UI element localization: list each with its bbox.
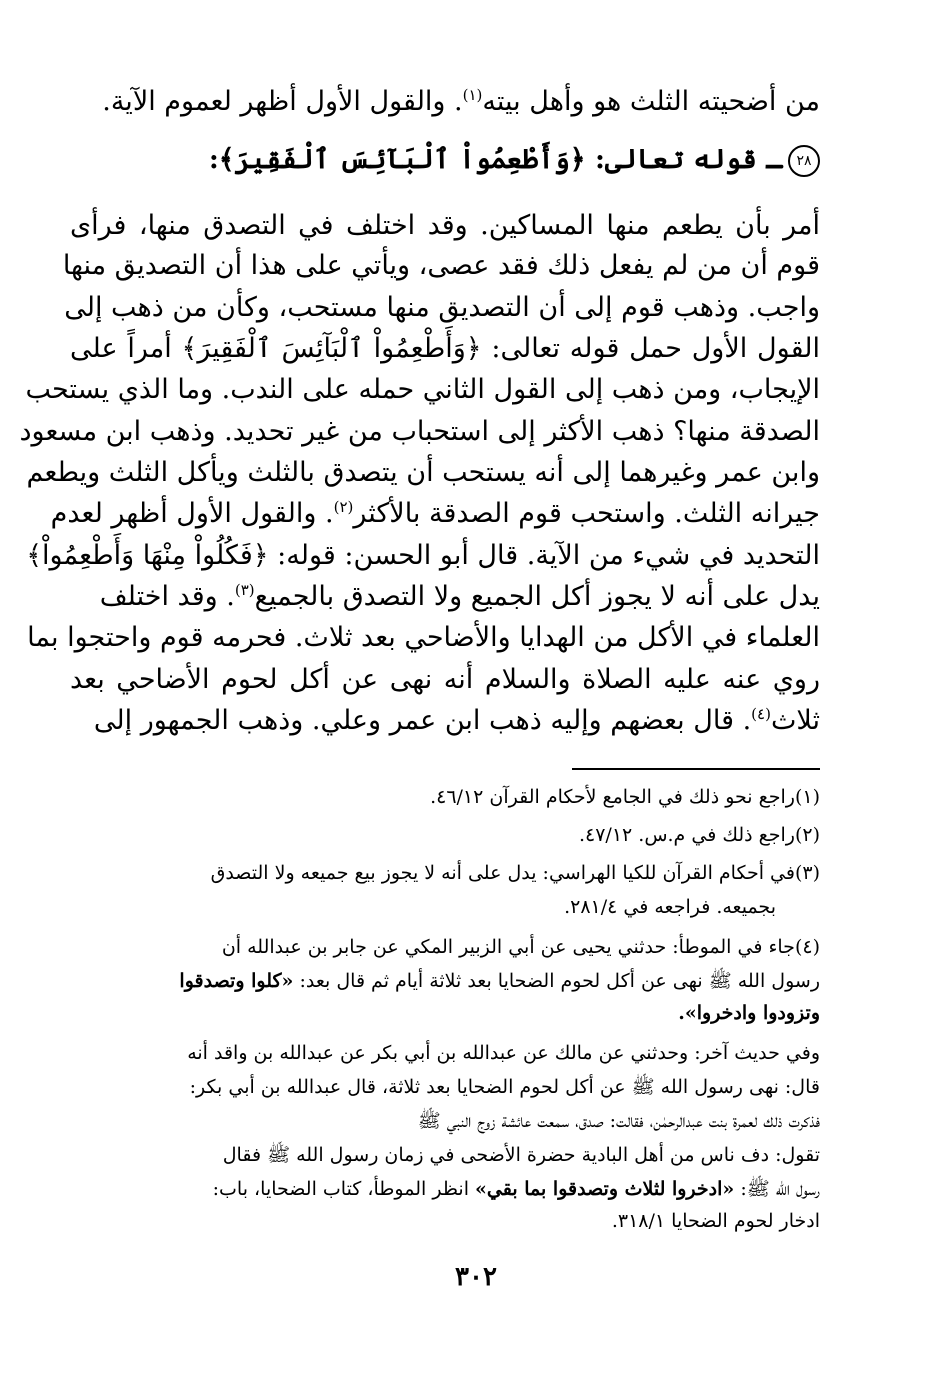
footnote-2: [70, 820, 820, 850]
body-line: [70, 701, 820, 741]
body-text: . قال بعضهم وإليه ذهب ابن عمر وعلي. وذهب الجمهور إلى: [93, 705, 752, 736]
body-line: التحديد في شيء من الآية. قال أبو الحسن: قوله: ﴿فَكُلُواْ مِنْهَا وَأَطْعِمُواْ﴾: [26, 540, 820, 571]
footnote-4: [70, 932, 820, 962]
footnote-4-line: قال: نهى رسول الله ﷺ عن أكل لحوم الضحايا بعد ثلاثة، قال عبدالله بن أبي بكر:: [189, 1076, 820, 1098]
verse-heading: [70, 140, 820, 180]
footnote-ref-1[interactable]: (١): [462, 86, 483, 104]
body-line: الإيجاب، ومن ذهب إلى القول الثاني حمله على الندب. وما الذي يستحب: [25, 374, 820, 405]
body-text: جيرانه الثلث. واستحب قوم الصدقة بالأكثر: [353, 498, 820, 529]
footnote-text: جاء في الموطأ: حدثني يحيى عن أبي الزبير المكي عن جابر بن عبدالله أن: [221, 936, 795, 958]
footnote-4-line: ادخار لحوم الضحايا ٣١٨/١.: [611, 1210, 820, 1232]
footnote-number: (١): [794, 786, 820, 808]
body-text: من أضحيته الثلث هو وأهل بيته: [482, 86, 820, 117]
hadith-quote: «كلوا وتصدقوا: [179, 970, 294, 992]
body-text: ثلاث: [770, 705, 820, 736]
verse-heading-text: ـ قوله تعالى: ﴿وَأَطْعِمُواْ ٱلْبَآئِسَ ٱلْفَقِيرَ﴾:: [208, 144, 782, 175]
footnote-4-line: وفي حديث آخر: وحدثني عن مالك عن عبدالله بن أبي بكر عن عبدالله بن واقد أنه: [187, 1042, 820, 1064]
body-text: . والقول الأول أظهر لعموم الآية.: [102, 86, 463, 117]
footnote-3-continued: بجميعه. فراجعه في ٢٨١/٤.: [564, 896, 776, 918]
body-line: روي عنه عليه الصلاة والسلام أنه نهى عن أكل لحوم الأضاحي بعد: [70, 664, 820, 695]
footnote-3: [70, 858, 820, 888]
hadith-quote: «ادخروا لثلاث وتصدقوا بما بقي»: [475, 1178, 735, 1200]
verse-number-badge: ٢٨: [788, 145, 820, 177]
body-line: قوم أن من لم يفعل ذلك فقد عصى، ويأتي على هذا أن التصديق منها: [62, 250, 820, 281]
footnote-text: انظر الموطأ، كتاب الضحايا، باب:: [212, 1178, 476, 1200]
body-line: الصدقة منها؟ ذهب الأكثر إلى استحباب من غير تحديد. وذهب ابن مسعود: [19, 416, 820, 447]
body-line-1: [70, 82, 820, 122]
footnote-text: رسول الله ﷺ:: [734, 1178, 820, 1200]
footnote-4-line: [70, 966, 820, 996]
footnote-number: (٢): [794, 824, 820, 846]
body-line: [50, 494, 820, 534]
body-line: أمر بأن يطعم منها المساكين. وقد اختلف في التصدق منها، فرأى: [70, 210, 820, 241]
body-line: القول الأول حمل قوله تعالى: ﴿وَأَطْعِمُواْ ٱلْبَآئِسَ ٱلْفَقِيرَ﴾ أمراً على: [70, 333, 820, 364]
footnote-text: في أحكام القرآن للكيا الهراسي: يدل على أنه لا يجوز بيع جميعه ولا التصدق: [210, 862, 795, 884]
body-line: واجب. وذهب قوم إلى أن التصديق منها مستحب، وكأن من ذهب إلى: [64, 292, 820, 323]
hadith-quote: وتزودوا وادخروا».: [678, 1002, 820, 1024]
footnote-text: رسول الله ﷺ نهى عن أكل لحوم الضحايا بعد ثلاثة أيام ثم قال بعد:: [293, 970, 820, 992]
footnote-ref-4[interactable]: (٤): [751, 705, 771, 723]
footnote-number: (٣): [794, 862, 820, 884]
footnote-4-line: [70, 1174, 820, 1204]
footnote-4-line: فذكرت ذلك لعمرة بنت عبدالرحمٰن، فقالت: صدق، سمعت عائشة زوج النبي ﷺ: [417, 1110, 820, 1132]
body-text: . وقد اختلف: [99, 581, 235, 612]
body-text: يدل على أنه لا يجوز أكل الجميع ولا التصدق بالجميع: [254, 581, 820, 612]
body-line: وابن عمر وغيرهما إلى أنه يستحب أن يتصدق بالثلث ويأكل الثلث ويطعم: [26, 457, 820, 488]
body-line: العلماء في الأكل من الهدايا والأضاحي بعد ثلاث. فحرمه قوم واحتجوا بما: [27, 622, 820, 653]
body-line: [70, 577, 820, 617]
footnote-number: (٤): [794, 936, 820, 958]
footnote-text: راجع نحو ذلك في الجامع لأحكام القرآن ٤٦/١٢.: [430, 786, 795, 808]
footnote-1: [70, 782, 820, 812]
footnote-ref-3[interactable]: (٣): [234, 581, 255, 599]
body-text: . والقول الأول أظهر لعدم: [50, 498, 334, 529]
footnote-divider: [572, 768, 820, 770]
page-number: ٣٠٢: [455, 1262, 497, 1292]
footnote-4-line: تقول: دف ناس من أهل البادية حضرة الأضحى في زمان رسول الله ﷺ فقال: [222, 1144, 820, 1166]
footnote-text: راجع ذلك في م.س. ٤٧/١٢.: [578, 824, 795, 846]
footnote-ref-2[interactable]: (٢): [333, 498, 354, 516]
